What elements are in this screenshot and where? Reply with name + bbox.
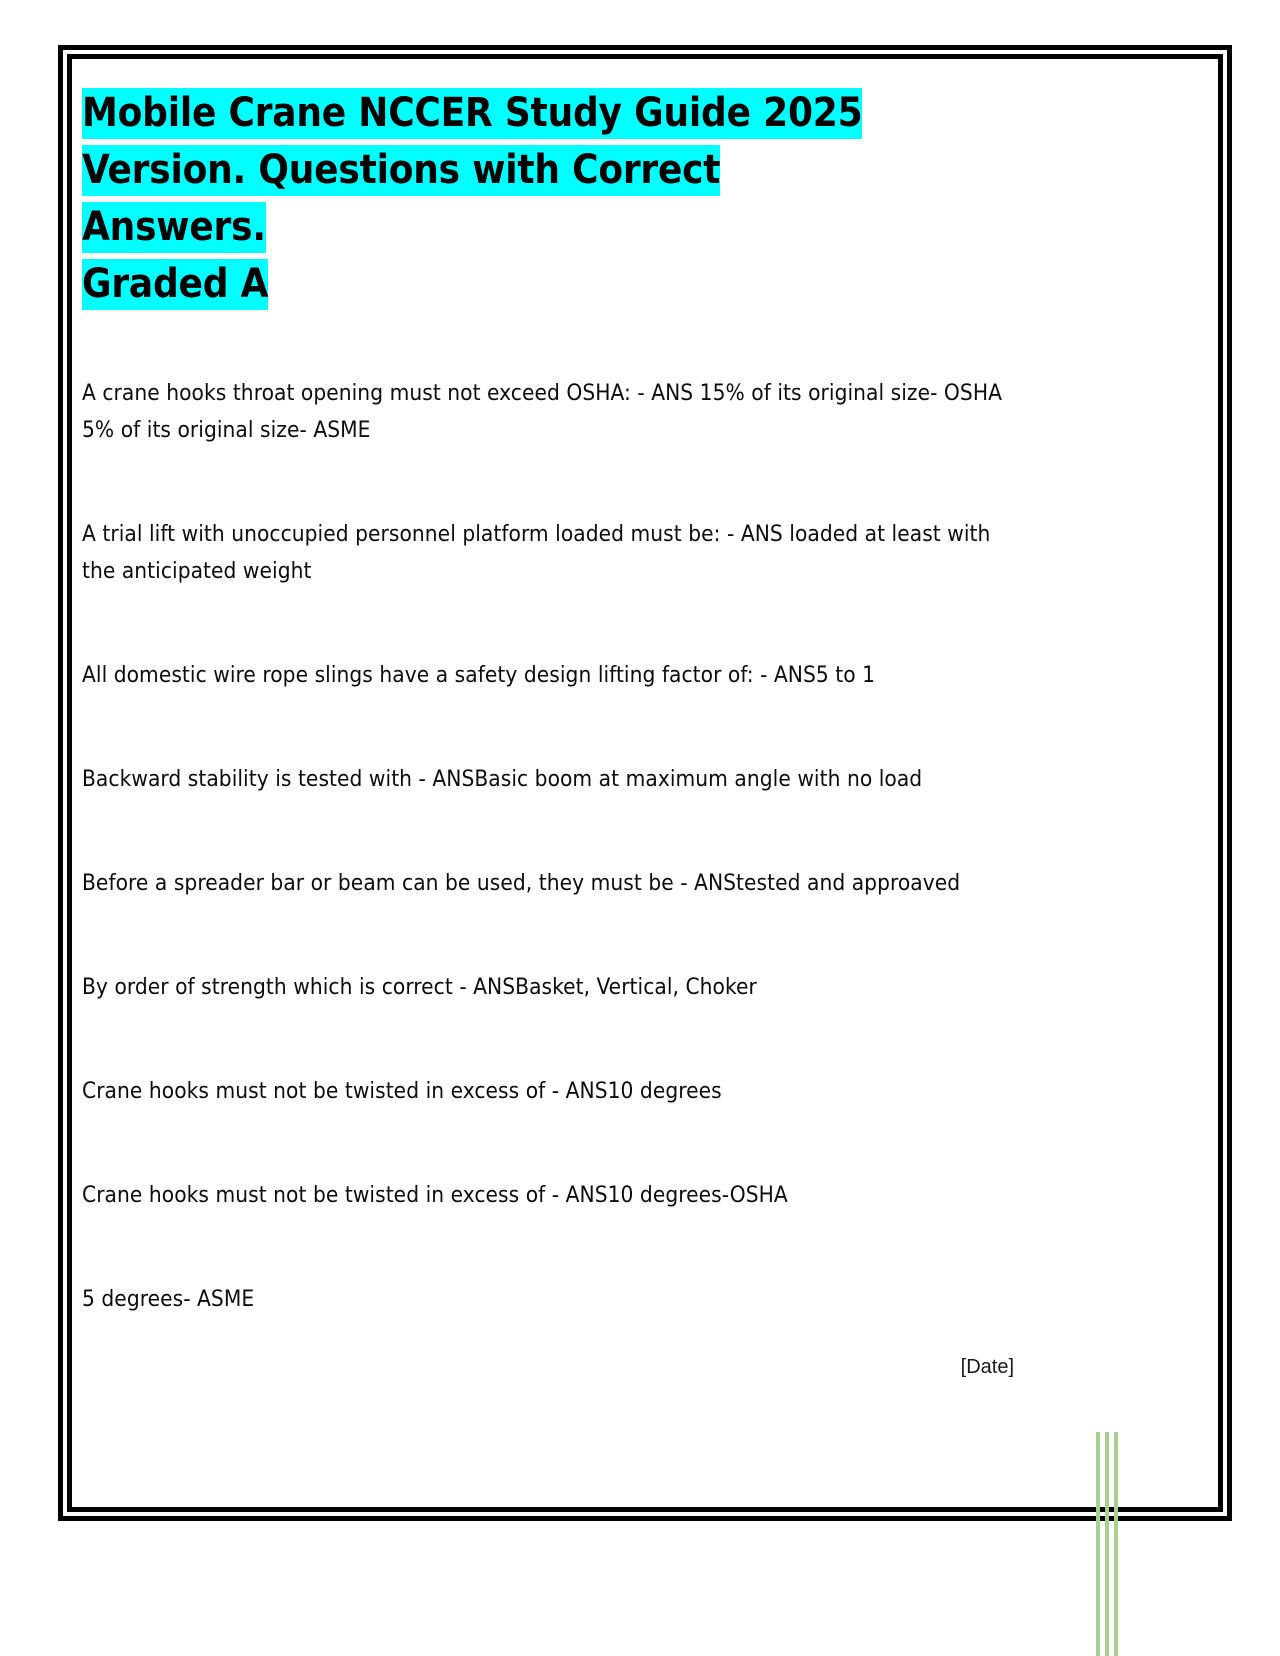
green-rule-3 [1114, 1432, 1118, 1656]
qa-paragraph-9: 5 degrees- ASME [82, 1286, 255, 1312]
qa-paragraph-3: All domestic wire rope slings have a safety design lifting factor of: - ANS5 to 1 [82, 662, 876, 688]
question-answer-list [82, 375, 1012, 1318]
qa-paragraph-8: Crane hooks must not be twisted in excess of - ANS10 degrees-OSHA [82, 1182, 788, 1208]
page-title-line-3: Graded A [82, 259, 268, 310]
green-rule-1 [1096, 1432, 1100, 1656]
page-title-line-2: Version. Questions with Correct Answers. [82, 145, 720, 253]
qa-paragraph-6: By order of strength which is correct - ANSBasket, Vertical, Choker [82, 974, 757, 1000]
qa-paragraph-1: A crane hooks throat opening must not exceed OSHA: - ANS 15% of its original size- OSHA 5% of its original size- ASME [82, 380, 1002, 443]
green-accent-rules [1096, 1432, 1136, 1656]
qa-paragraph-7: Crane hooks must not be twisted in excess of - ANS10 degrees [82, 1078, 722, 1104]
document-content [82, 85, 1012, 1318]
page-title [82, 85, 892, 313]
qa-paragraph-5: Before a spreader bar or beam can be used, they must be - ANStested and approaved [82, 870, 961, 896]
qa-paragraph-4: Backward stability is tested with - ANSBasic boom at maximum angle with no load [82, 766, 923, 792]
page-title-line-1: Mobile Crane NCCER Study Guide 2025 [82, 88, 862, 139]
green-rule-2 [1105, 1432, 1109, 1656]
qa-paragraph-2: A trial lift with unoccupied personnel platform loaded must be: - ANS loaded at least with the anticipated weight [82, 521, 991, 584]
footer-date-placeholder: [Date] [960, 1356, 1014, 1378]
